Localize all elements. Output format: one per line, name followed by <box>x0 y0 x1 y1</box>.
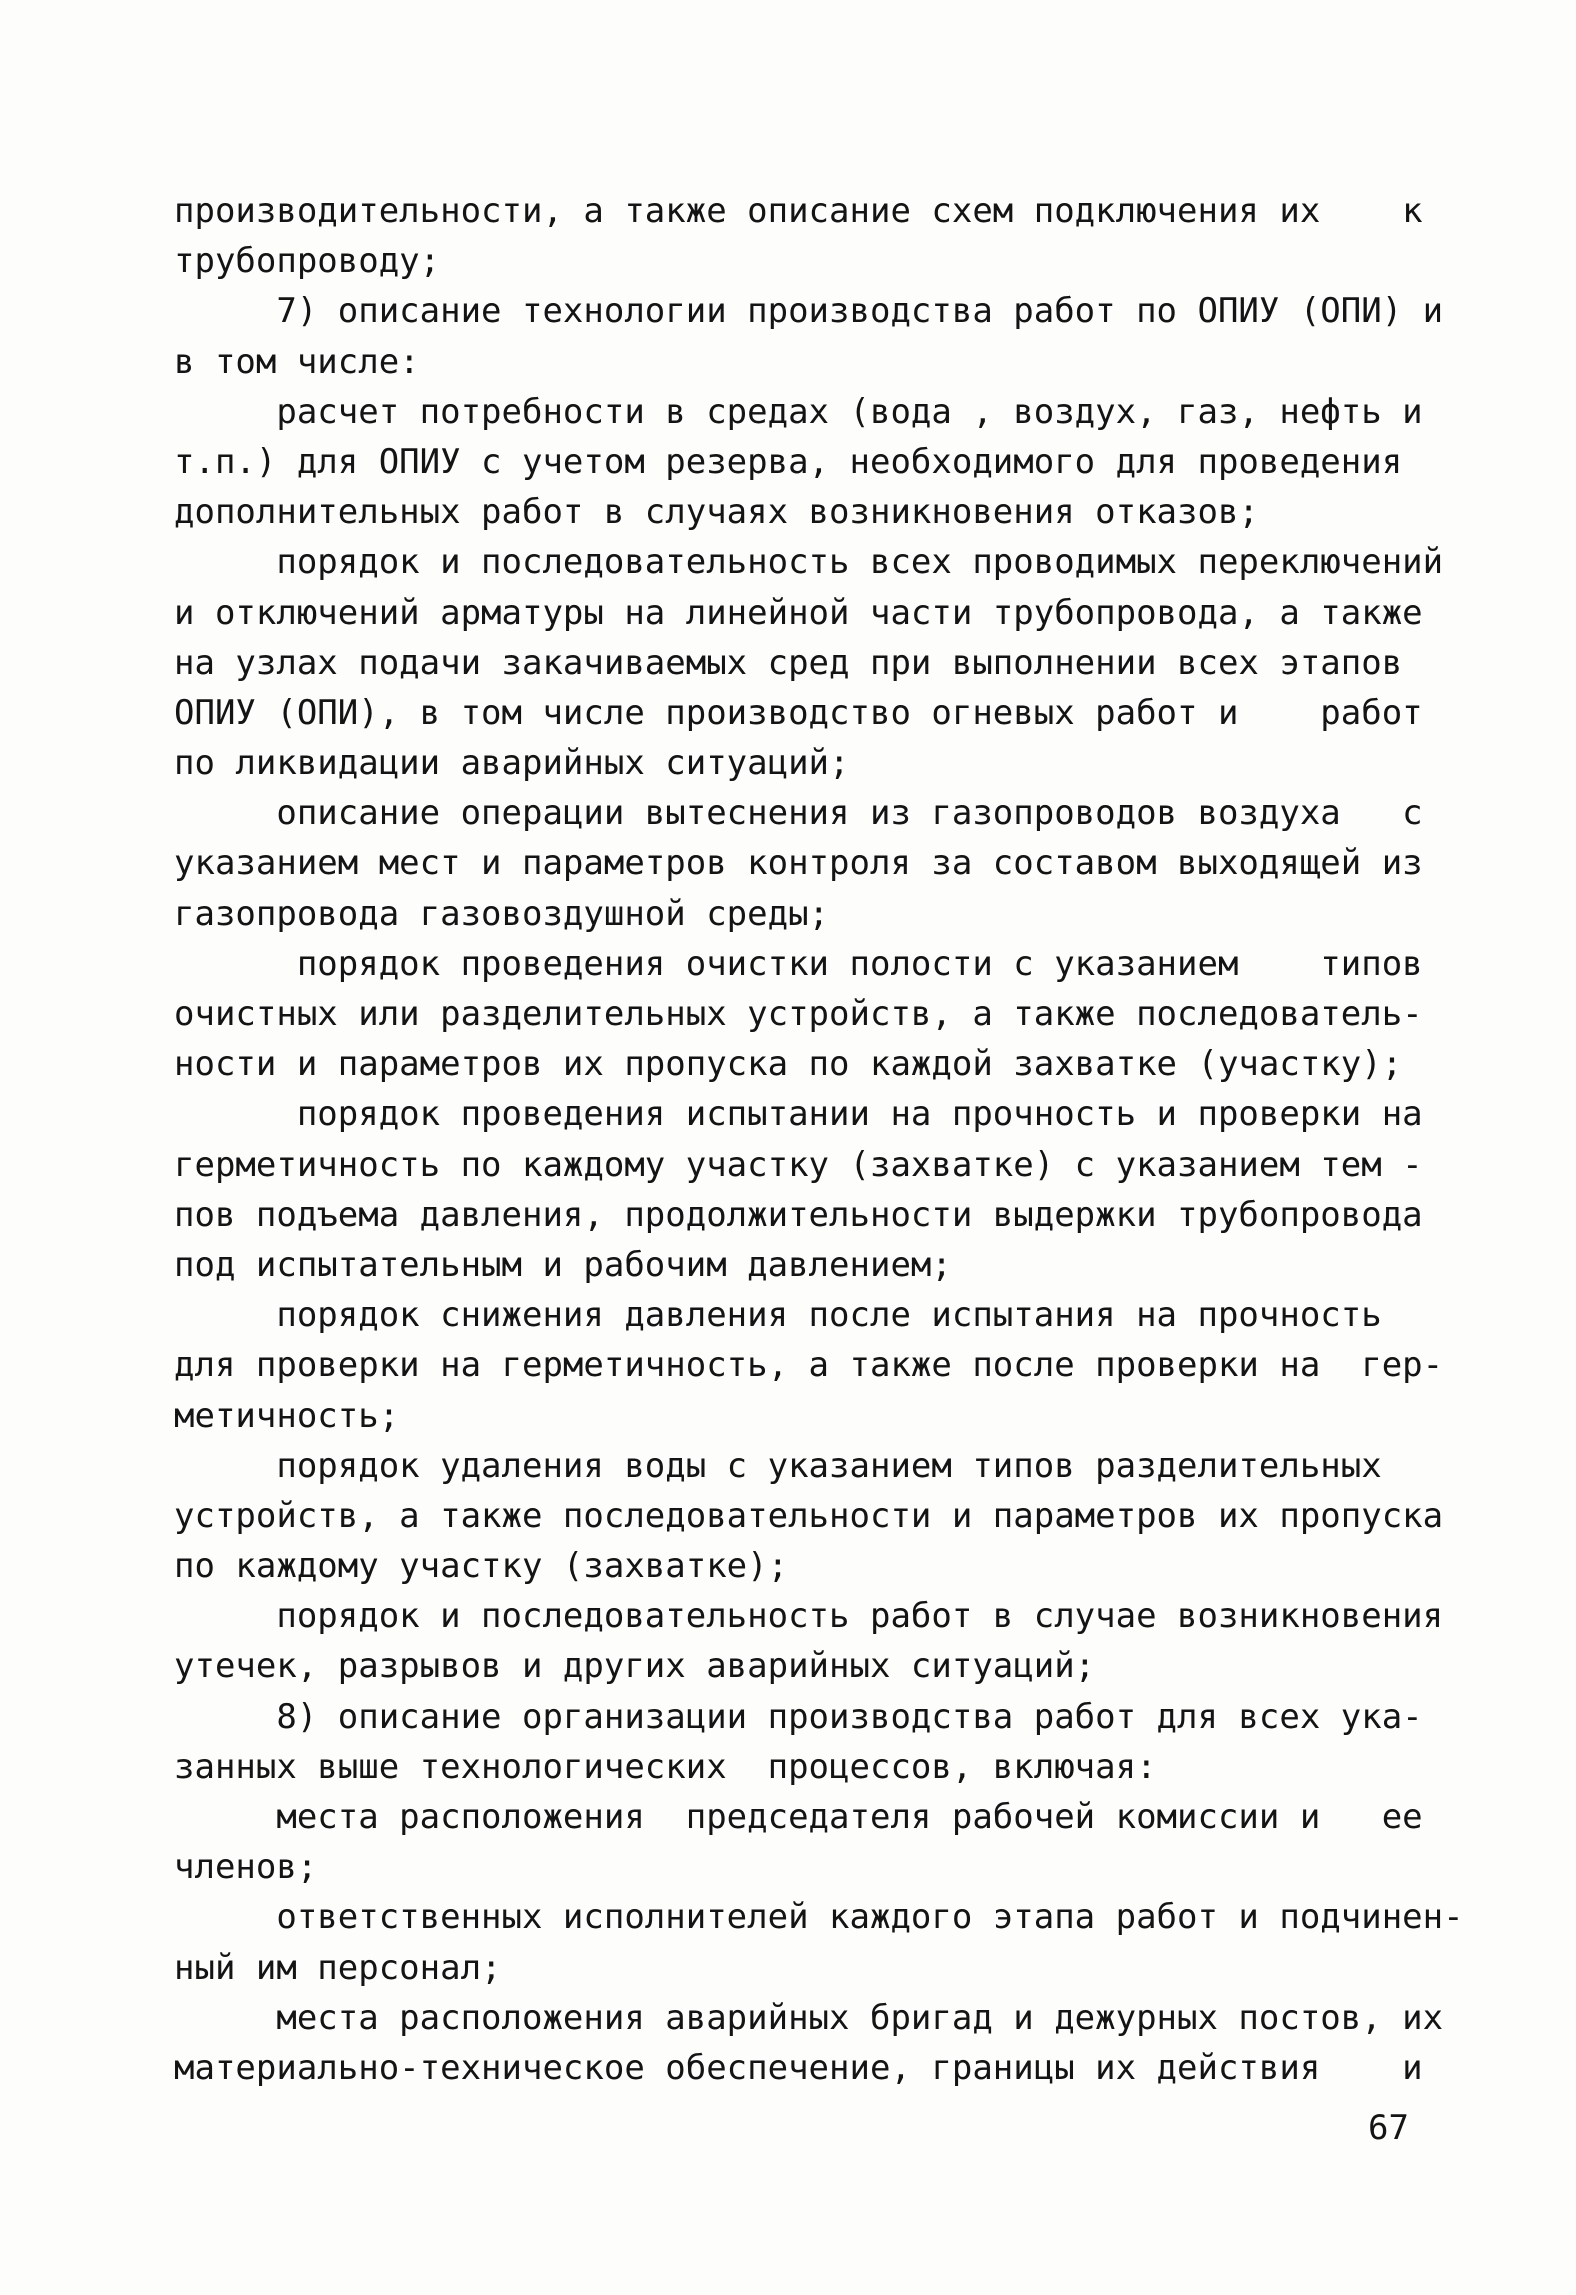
text-line: утечек, разрывов и других аварийных ситуаций; <box>174 1646 1096 1687</box>
text-line: по каждому участку (захватке); <box>174 1546 789 1587</box>
text-line: трубопроводу; <box>174 241 441 282</box>
text-line: описание операции вытеснения из газопроводов воздуха с <box>174 793 1423 834</box>
text-line: 8) описание организации производства работ для всех ука- <box>174 1696 1423 1737</box>
text-line: т.п.) для ОПИУ с учетом резерва, необходимого для проведения <box>174 441 1403 482</box>
text-line: порядок снижения давления после испытания на прочность <box>174 1295 1382 1336</box>
text-line: производительности, а также описание схем подключения их к <box>174 191 1423 231</box>
text-line: занных выше технологических процессов, включая: <box>174 1746 1157 1787</box>
text-line: места расположения аварийных бригад и дежурных постов, их <box>174 1997 1444 2038</box>
page-number: 67 <box>1368 2108 1409 2148</box>
text-line: порядок проведения испытании на прочность и проверки на <box>174 1094 1423 1135</box>
text-line: материально-техническое обеспечение, границы их действия и <box>174 2047 1423 2088</box>
text-line: пов подъема давления, продолжительности выдержки трубопровода <box>174 1194 1423 1235</box>
text-line: ответственных исполнителей каждого этапа работ и подчинен- <box>174 1897 1464 1938</box>
body-text <box>174 186 1464 2093</box>
text-line: метичность; <box>174 1395 400 1436</box>
text-line: порядок проведения очистки полости с указанием типов <box>174 943 1423 984</box>
text-line: членов; <box>174 1847 318 1888</box>
text-line: дополнительных работ в случаях возникновения отказов; <box>174 492 1259 533</box>
text-line: для проверки на герметичность, а также после проверки на гер- <box>174 1345 1444 1386</box>
text-line: устройств, а также последовательности и параметров их пропуска <box>174 1495 1444 1536</box>
text-line: места расположения председателя рабочей комиссии и ее <box>174 1797 1423 1837</box>
text-line: ности и параметров их пропуска по каждой захватке (участку); <box>174 1044 1403 1085</box>
text-line: 7) описание технологии производства работ по ОПИУ (ОПИ) и <box>174 291 1444 332</box>
text-line: порядок и последовательность всех проводимых переключений <box>174 542 1444 583</box>
text-line: порядок и последовательность работ в случае возникновения <box>174 1596 1444 1637</box>
text-line: порядок удаления воды с указанием типов разделительных <box>174 1445 1382 1486</box>
text-line: герметичность по каждому участку (захватке) с указанием тем - <box>174 1144 1423 1185</box>
text-line: ный им персонал; <box>174 1947 502 1988</box>
text-line: газопровода газовоздушной среды; <box>174 893 830 934</box>
text-line: по ликвидации аварийных ситуаций; <box>174 743 850 784</box>
text-line: и отключений арматуры на линейной части трубопровода, а также <box>174 592 1423 633</box>
text-line: указанием мест и параметров контроля за составом выходящей из <box>174 843 1423 884</box>
text-line: ОПИУ (ОПИ), в том числе производство огневых работ и работ <box>174 692 1423 733</box>
text-line: очистных или разделительных устройств, а также последователь- <box>174 994 1423 1034</box>
text-line: под испытательным и рабочим давлением; <box>174 1244 952 1285</box>
text-line: на узлах подачи закачиваемых сред при выполнении всех этапов <box>174 642 1403 683</box>
text-line: в том числе: <box>174 341 420 382</box>
text-line: расчет потребности в средах (вода , воздух, газ, нефть и <box>174 391 1423 432</box>
